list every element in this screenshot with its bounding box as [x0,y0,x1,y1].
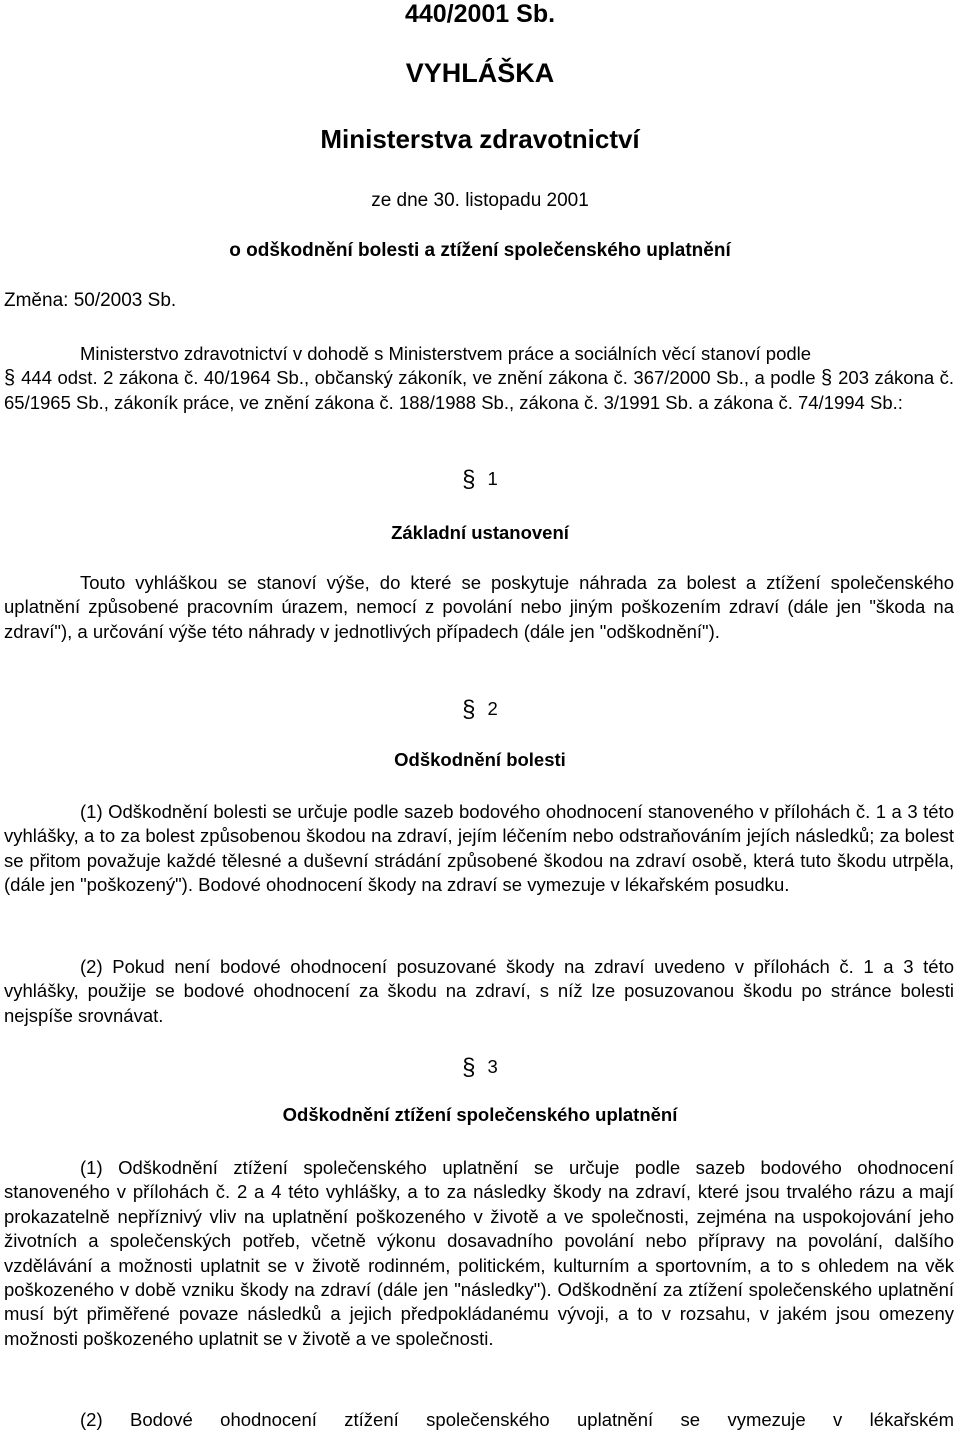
section-1-title: Základní ustanovení [391,522,569,543]
document-number: 440/2001 Sb. [404,0,556,28]
preamble-body [4,366,954,415]
section-symbol: § [4,367,16,390]
section-symbol: § [462,1054,476,1081]
section-symbol: § [462,696,476,723]
preamble-line-1: Ministerstvo zdravotnictví v dohodě s Ministerstvem práce a sociálních věcí stanoví podle [80,343,812,364]
preamble-rest-2: 203 zákona č. 65/1965 Sb., zákoník práce, ve znění zákona č. 188/1988 Sb., zákona č. 3/1991 Sb. a zákona č. 74/1994 Sb.: [4,367,955,413]
preamble-rest: 444 odst. 2 zákona č. 40/1964 Sb., občanský zákoník, ve znění zákona č. 367/2000 Sb., a podle [21,367,816,389]
document-type: VYHLÁŠKA [405,58,555,88]
section-3-paragraph-1: (1) Odškodnění ztížení společenského uplatnění se určuje podle sazeb bodového ohodnocení stanoveného v přílohách č. 2 a 4 této vyhlášky, a to za následky škody na zdraví, které jsou trvalého rázu a mají prokazatelně nepříznivý vliv na uplatnění poškozeného v životě a ve společnosti, zejména na uspokojování jeho životních a společenských potřeb, včetně výkonu dosavadního povolání nebo přípravy na povolání, dalšího vzdělávání a možnosti uplatnit se v životě rodinném, politickém, kulturním a sportovním, a to s ohledem na věk poškozeného v době vzniku škody na zdraví (dále jen "následky"). Odškodnění za ztížení společenského uplatnění musí být přiměřené povaze následků a jejich předpokládanému vývoji, a to v rozsahu, v jakém jsou omezeny možnosti poškozeného uplatnit se v životě a ve společnosti. [4,1157,954,1349]
section-3-heading [0,1054,960,1082]
section-1-paragraph-1: Touto vyhláškou se stanoví výše, do které se poskytuje náhrada za bolest a ztížení společenského uplatnění způsobené pracovním úrazem, nemocí z povolání nebo jiným poškozením zdraví (dále jen "škoda na zdraví"), a určování výše této náhrady v jednotlivých případech (dále jen "odškodnění"). [4,572,954,642]
section-3-title: Odškodnění ztížení společenského uplatnění [282,1104,678,1125]
section-number: 3 [487,1056,498,1077]
section-number: 1 [487,468,498,489]
section-2-paragraph-1: (1) Odškodnění bolesti se určuje podle sazeb bodového ohodnocení stanoveného v přílohách č. 1 a 3 této vyhlášky, a to za bolest způsobenou škodou na zdraví, jejím léčením nebo odstraňováním jejích následků; za bolest se přitom považuje každé tělesné a duševní strádání způsobené škodou na zdraví osobě, která tuto škodu utrpěla, (dále jen "poškozený"). Bodové ohodnocení škody na zdraví se vymezuje v lékařském posudku. [4,801,954,896]
section-number: 2 [487,698,498,719]
amendment-note: Změna: 50/2003 Sb. [4,290,177,311]
issue-date: ze dne 30. listopadu 2001 [371,190,589,211]
section-2-paragraph-2: (2) Pokud není bodové ohodnocení posuzované škody na zdraví uvedeno v přílohách č. 1 a 3 této vyhlášky, použije se bodové ohodnocení za škodu na zdraví, s níž lze posuzovanou škodu po stránce bolesti nejspíše srovnávat. [4,956,954,1026]
section-2-heading [0,696,960,724]
preamble [4,342,954,415]
section-symbol: § [821,367,833,390]
section-2-title: Odškodnění bolesti [394,749,566,770]
issuer: Ministerstva zdravotnictví [320,124,640,154]
section-1-heading [0,466,960,494]
document-subject: o odškodnění bolesti a ztížení společenského uplatnění [229,240,731,261]
section-symbol: § [462,466,476,493]
section-3-paragraph-2: (2) Bodové ohodnocení ztížení společenského uplatnění se vymezuje v lékařském [80,1409,954,1430]
